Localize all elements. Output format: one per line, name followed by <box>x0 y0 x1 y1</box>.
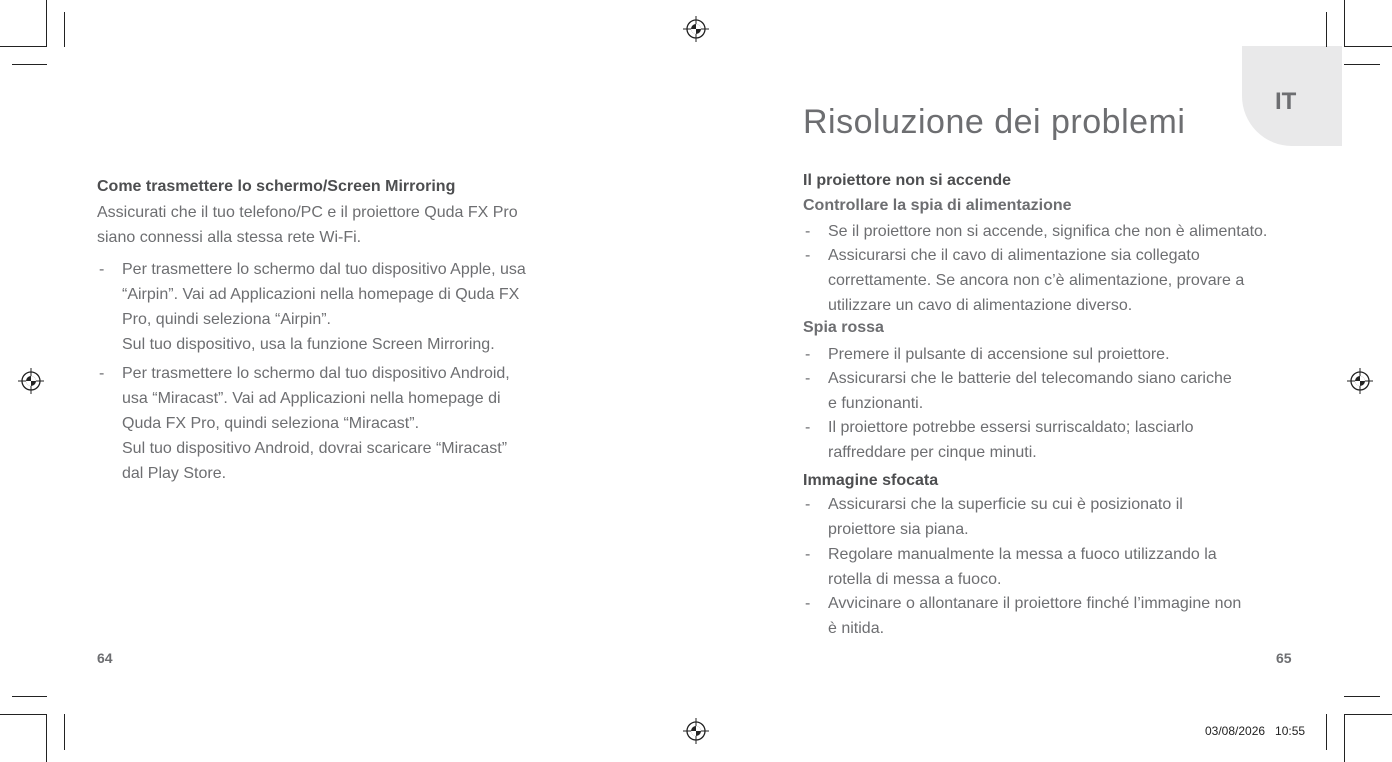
no-power-bullet-2-line-2: correttamente. Se ancora non c’è alimentazione, provare a <box>828 272 1245 289</box>
no-power-bullet-1: Se il proiettore non si accende, significa che non è alimentato. <box>828 223 1268 240</box>
bullet-dash: - <box>805 247 811 264</box>
red-light-bullet-3-line-1: Il proiettore potrebbe essersi surriscaldato; lasciarlo <box>828 419 1194 436</box>
no-power-bullet-2-line-1: Assicurarsi che il cavo di alimentazione sia collegato <box>828 247 1200 264</box>
crop-mark <box>46 714 47 762</box>
red-light-bullet-2-line-2: e funzionanti. <box>828 395 924 412</box>
android-bullet-line-4: Sul tuo dispositivo Android, dovrai scaricare “Miracast” <box>122 440 508 457</box>
bullet-dash: - <box>99 365 105 382</box>
crop-mark <box>1344 714 1345 762</box>
page-title: Risoluzione dei problemi <box>803 103 1186 141</box>
apple-bullet-line-3: Pro, quindi seleziona “Airpin”. <box>122 311 331 328</box>
crop-mark <box>1344 696 1380 697</box>
page-number-left: 64 <box>97 650 113 666</box>
red-light-bullet-3-line-2: raffreddare per cinque minuti. <box>828 444 1037 461</box>
red-light-heading: Spia rossa <box>803 319 884 336</box>
crop-mark <box>64 12 65 47</box>
blurry-bullet-1-line-2: proiettore sia piana. <box>828 521 969 538</box>
crop-mark <box>1326 12 1327 47</box>
crop-mark <box>1344 46 1392 47</box>
blurry-bullet-3-line-1: Avvicinare o allontanare il proiettore finché l’immagine non <box>828 595 1242 612</box>
android-bullet-line-5: dal Play Store. <box>122 465 227 482</box>
no-power-bullet-2-line-3: utilizzare un cavo di alimentazione diverso. <box>828 297 1133 314</box>
blurry-bullet-3-line-2: è nitida. <box>828 620 885 637</box>
page-number-right: 65 <box>1276 650 1292 666</box>
bullet-dash: - <box>99 261 105 278</box>
blurry-image-heading: Immagine sfocata <box>803 472 939 489</box>
mirroring-intro-line-1: Assicurati che il tuo telefono/PC e il proiettore Quda FX Pro <box>97 204 518 221</box>
registration-mark-icon <box>683 16 709 42</box>
apple-bullet-line-2: “Airpin”. Vai ad Applicazioni nella homepage di Quda FX <box>122 286 520 303</box>
bullet-dash: - <box>805 595 811 612</box>
crop-mark <box>46 0 47 47</box>
check-power-light-subheading: Controllare la spia di alimentazione <box>803 197 1072 214</box>
bullet-dash: - <box>805 496 811 513</box>
crop-mark <box>64 714 65 750</box>
red-light-bullet-1: Premere il pulsante di accensione sul proiettore. <box>828 346 1170 363</box>
registration-mark-icon <box>18 368 44 394</box>
apple-bullet-line-4: Sul tuo dispositivo, usa la funzione Screen Mirroring. <box>122 336 495 353</box>
crop-mark <box>0 714 47 715</box>
crop-mark <box>1344 0 1345 47</box>
bullet-dash: - <box>805 223 811 240</box>
android-bullet-line-2: usa “Miracast”. Vai ad Applicazioni nella homepage di <box>122 390 501 407</box>
blurry-bullet-2-line-2: rotella di messa a fuoco. <box>828 571 1002 588</box>
crop-mark <box>0 46 47 47</box>
language-code: IT <box>1275 88 1297 115</box>
mirroring-heading: Come trasmettere lo schermo/Screen Mirroring <box>97 178 456 195</box>
crop-mark <box>1326 714 1327 750</box>
crop-mark <box>1344 64 1380 65</box>
android-bullet-line-1: Per trasmettere lo schermo dal tuo dispositivo Android, <box>122 365 510 382</box>
android-bullet-line-3: Quda FX Pro, quindi seleziona “Miracast”. <box>122 415 420 432</box>
registration-mark-icon <box>683 718 709 744</box>
registration-mark-icon <box>1347 368 1373 394</box>
crop-mark <box>12 696 47 697</box>
red-light-bullet-2-line-1: Assicurarsi che le batterie del telecomando siano cariche <box>828 370 1232 387</box>
print-timestamp: 03/08/2026 10:55 <box>1205 724 1306 738</box>
crop-mark <box>1344 714 1392 715</box>
blurry-bullet-2-line-1: Regolare manualmente la messa a fuoco utilizzando la <box>828 546 1217 563</box>
bullet-dash: - <box>805 419 811 436</box>
mirroring-intro-line-2: siano connessi alla stessa rete Wi-Fi. <box>97 229 362 246</box>
bullet-dash: - <box>805 546 811 563</box>
apple-bullet-line-1: Per trasmettere lo schermo dal tuo dispositivo Apple, usa <box>122 261 526 278</box>
bullet-dash: - <box>805 370 811 387</box>
bullet-dash: - <box>805 346 811 363</box>
blurry-bullet-1-line-1: Assicurarsi che la superficie su cui è posizionato il <box>828 496 1183 513</box>
no-power-heading: Il proiettore non si accende <box>803 172 1012 189</box>
crop-mark <box>12 64 47 65</box>
